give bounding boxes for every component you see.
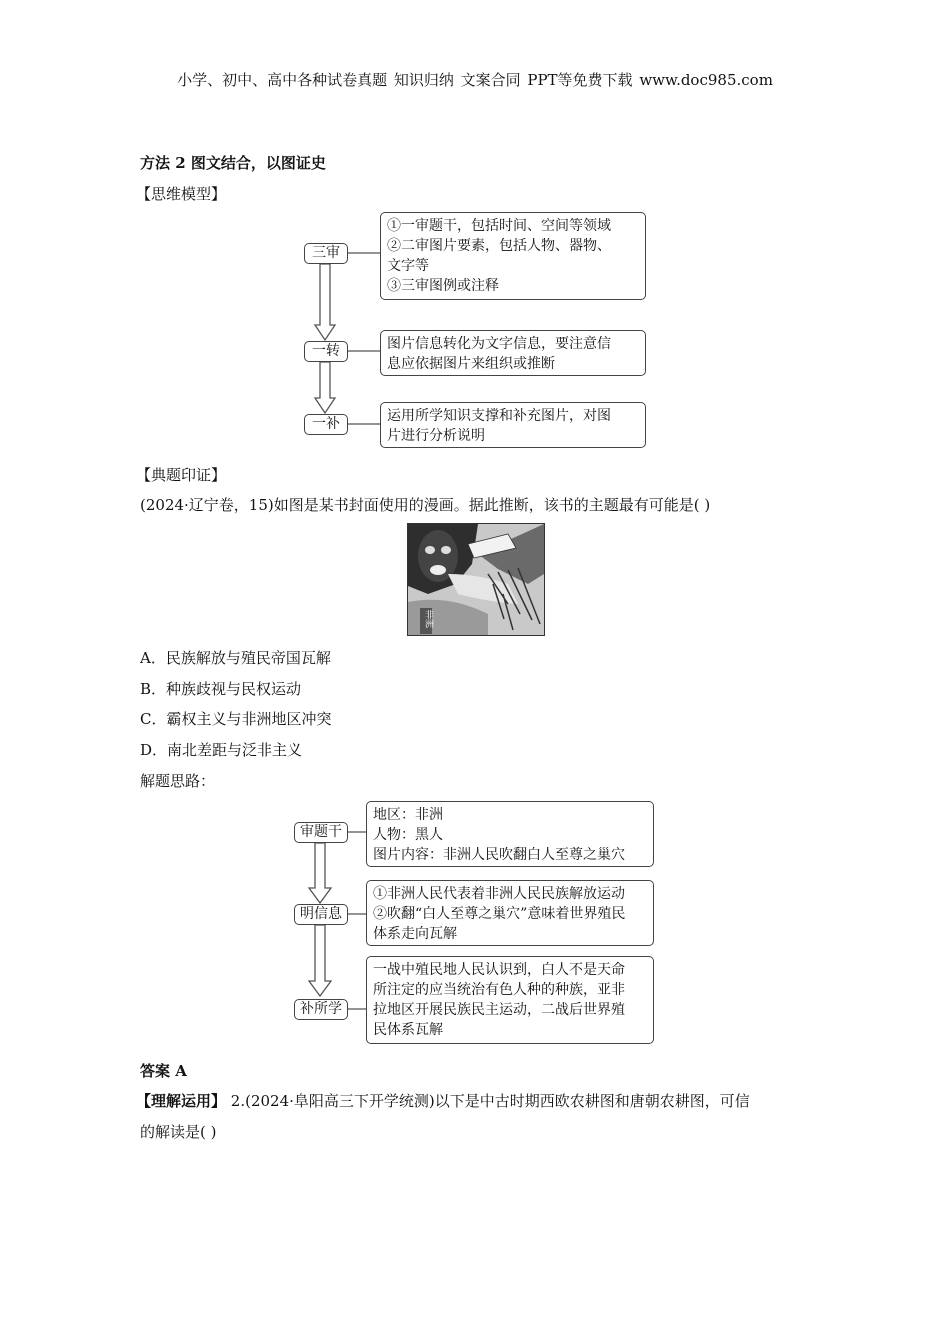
step-line: 片进行分析说明 — [387, 428, 485, 444]
solution-line: 拉地区开展民族民主运动，二战后世界殖 — [373, 1002, 625, 1018]
step-line: 图片信息转化为文字信息，要注意信 — [387, 336, 611, 352]
solution-label-bu-suo-xue: 补所学 — [294, 999, 348, 1020]
option-b: B．种族歧视与民权运动 — [140, 680, 302, 698]
practice-line-1: 2.(2024·阜阳高三下开学统测)以下是中古时期西欧农耕图和唐朝农耕图，可信 — [230, 1092, 750, 1110]
solution-line: 人物：黑人 — [373, 827, 443, 843]
solution-label: 解题思路： — [140, 772, 216, 790]
solution-line: ②吹翻“白人至尊之巢穴”意味着世界殖民 — [373, 906, 626, 922]
solution-line: 民体系瓦解 — [373, 1022, 443, 1038]
solution-label-ming-xin-xi: 明信息 — [294, 904, 348, 925]
solution-line: 一战中殖民地人民认识到，白人不是天命 — [373, 962, 625, 978]
model-heading: 【思维模型】 — [136, 185, 227, 203]
cartoon-caption: 非洲 — [423, 610, 433, 628]
option-c: C．霸权主义与非洲地区冲突 — [140, 710, 332, 728]
solution-label-shen-ti-gan: 审题干 — [294, 822, 348, 843]
step-line: 息应依据图片来组织或推断 — [387, 356, 555, 372]
solution-line: ①非洲人民代表着非洲人民民族解放运动 — [373, 886, 625, 902]
solution-box-shen-ti-gan — [366, 801, 654, 867]
step-line: ②二审图片要素，包括人物、器物、 — [387, 238, 611, 254]
down-arrow-icon — [309, 843, 331, 903]
practice-line-2: 的解读是( ) — [140, 1123, 217, 1141]
practice-label: 【理解运用】 — [136, 1092, 227, 1110]
solution-line: 图片内容：非洲人民吹翻白人至尊之巢穴 — [373, 847, 625, 863]
question-text: (2024·辽宁卷，15)如图是某书封面使用的漫画。据此推断，该书的主题最有可能是( ) — [140, 496, 711, 514]
example-heading: 【典题印证】 — [136, 466, 227, 484]
down-arrow-icon — [309, 925, 331, 996]
option-d: D．南北差距与泛非主义 — [140, 741, 303, 759]
step-label-yi-zhuan: 一转 — [304, 341, 348, 362]
answer: 答案 A — [140, 1062, 187, 1080]
step-line: ①一审题干，包括时间、空间等领域 — [387, 218, 611, 234]
step-line: 文字等 — [387, 258, 429, 274]
step-label-yi-bu: 一补 — [304, 414, 348, 435]
method-title: 方法 2 图文结合，以图证史 — [140, 154, 326, 172]
solution-box-bu-suo-xue — [366, 956, 654, 1044]
practice-question — [136, 1090, 750, 1111]
solution-box-ming-xin-xi — [366, 880, 654, 946]
solution-line: 所注定的应当统治有色人种的种族，亚非 — [373, 982, 625, 998]
step-line: 运用所学知识支撑和补充图片，对图 — [387, 408, 611, 424]
step-label-san-shen: 三审 — [304, 243, 348, 264]
solution-line: 体系走向瓦解 — [373, 926, 457, 942]
option-a: A．民族解放与殖民帝国瓦解 — [140, 649, 331, 667]
solution-line: 地区：非洲 — [373, 807, 443, 823]
page-header: 小学、初中、高中各种试卷真题 知识归纳 文案合同 PPT等免费下载 www.doc985.com — [177, 71, 773, 89]
step-line: ③三审图例或注释 — [387, 278, 499, 294]
